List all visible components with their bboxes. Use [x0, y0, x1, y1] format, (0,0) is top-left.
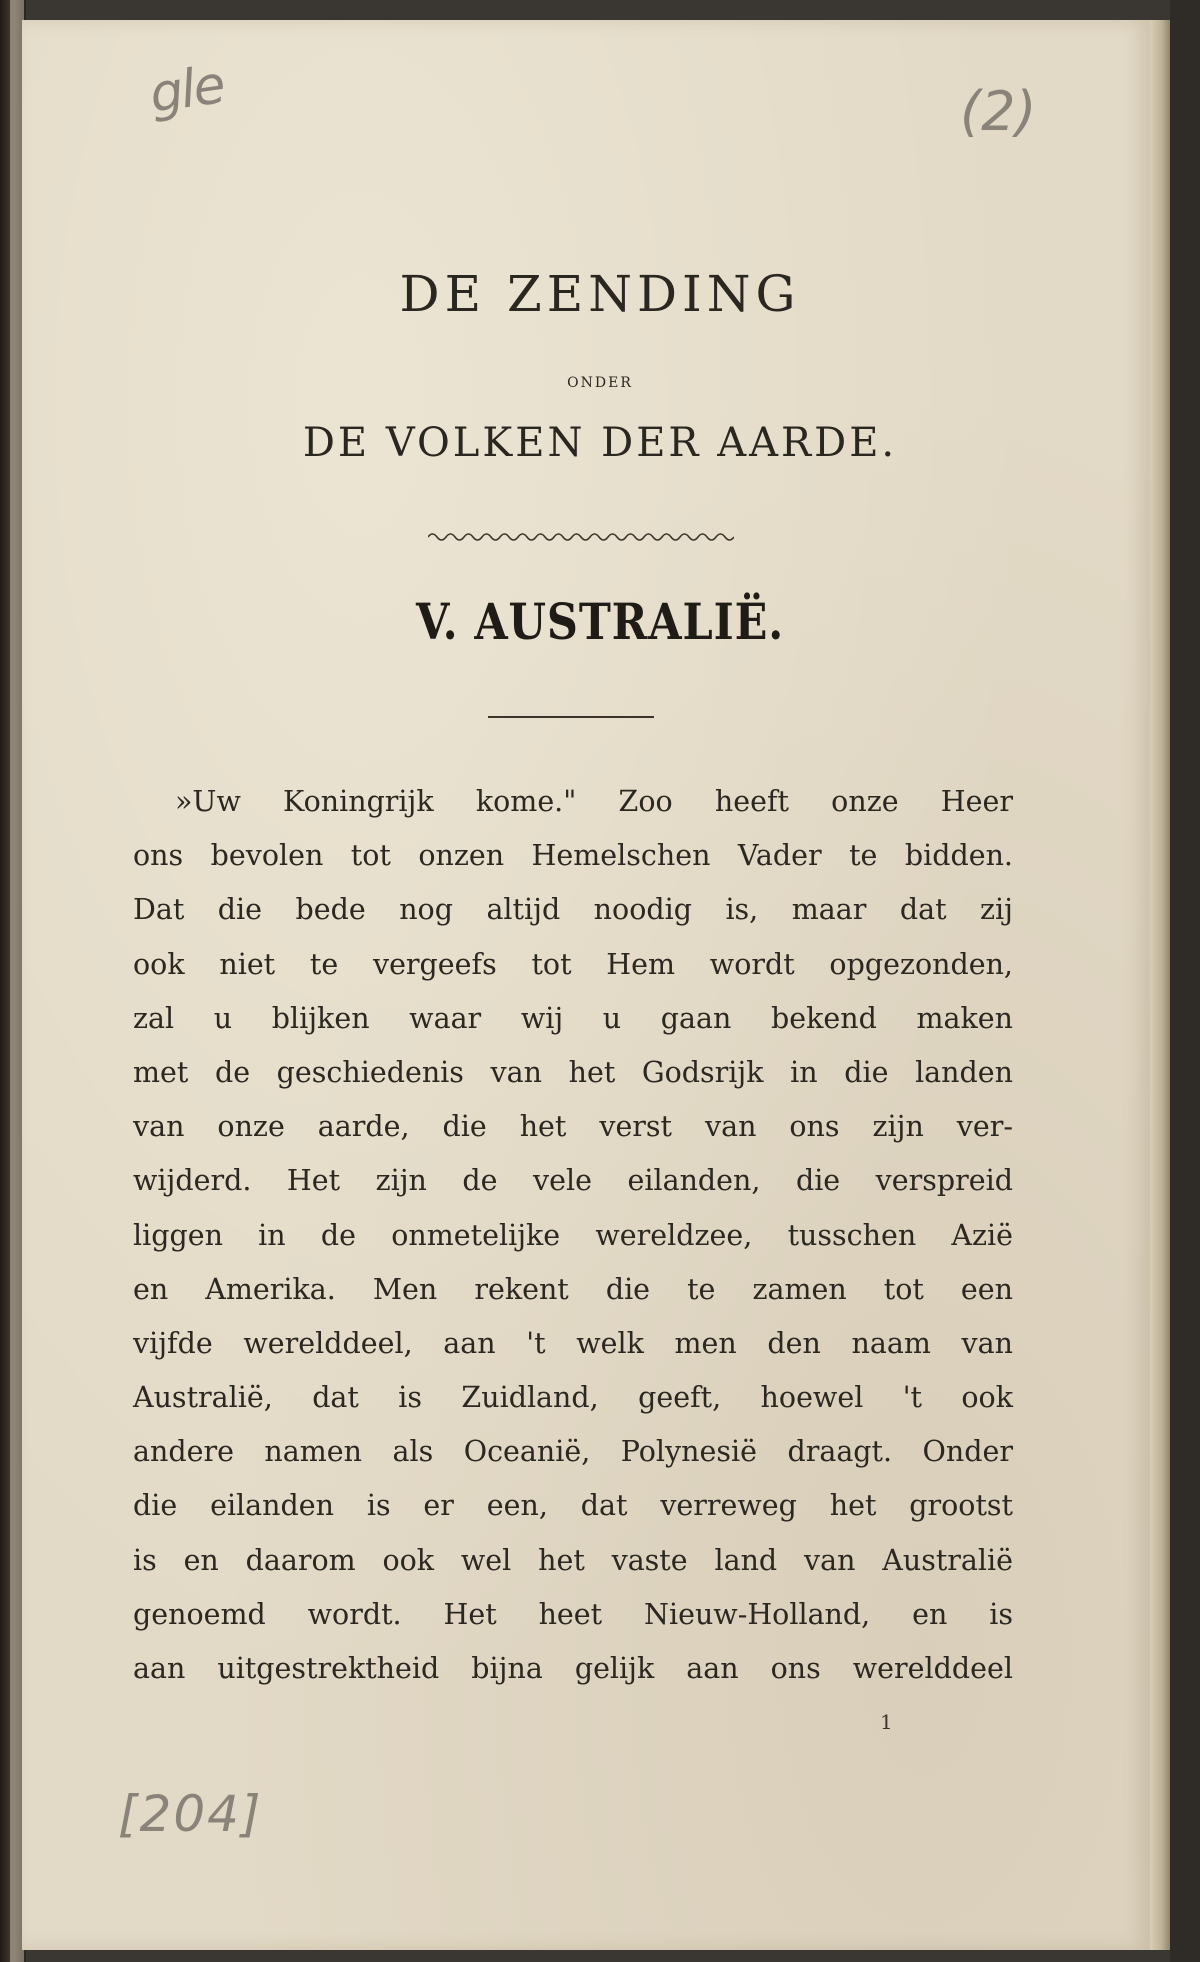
section-rule — [488, 716, 654, 718]
text-line: andere namen als Oceanië, Polynesië draagt. Onder — [133, 1435, 1013, 1469]
text-line: liggen in de onmetelijke wereldzee, tusschen Azië — [133, 1218, 1013, 1252]
text-line: en Amerika. Men rekent die te zamen tot een — [133, 1272, 1013, 1306]
signature-mark: 1 — [880, 1710, 893, 1734]
text-line: genoemd wordt. Het heet Nieuw-Holland, en is — [133, 1597, 1013, 1631]
text-line: Australië, dat is Zuidland, geeft, hoewel 't ook — [133, 1381, 1013, 1415]
text-line: aan uitgestrektheid bijna gelijk aan ons werelddeel — [133, 1652, 1013, 1685]
pencil-catalog-mark: [204] — [118, 1785, 263, 1843]
pencil-signature: gle — [146, 55, 228, 125]
title-connector: ONDER — [567, 375, 633, 391]
text-line: met de geschiedenis van het Godsrijk in die landen — [133, 1055, 1013, 1089]
page-title: DE ZENDING — [399, 265, 801, 323]
pencil-page-number: (2) — [960, 80, 1037, 143]
text-line: van onze aarde, die het verst van ons zijn ver- — [133, 1110, 1013, 1144]
text-line: is en daarom ook wel het vaste land van Australië — [133, 1543, 1013, 1577]
text-line: »Uw Koningrijk kome." Zoo heeft onze Heer — [175, 785, 1013, 818]
page-subtitle: DE VOLKEN DER AARDE. — [302, 420, 898, 466]
text-line: vijfde werelddeel, aan 't welk men den naam van — [133, 1326, 1013, 1360]
text-line: wijderd. Het zijn de vele eilanden, die verspreid — [133, 1164, 1013, 1198]
body-text — [133, 775, 1013, 1696]
wavy-ornament — [428, 530, 734, 544]
chapter-heading: V. AUSTRALIË. — [415, 592, 785, 651]
text-line: die eilanden is er een, dat verreweg het grootst — [133, 1489, 1013, 1523]
text-line: zal u blijken waar wij u gaan bekend maken — [133, 1001, 1013, 1035]
text-line: ons bevolen tot onzen Hemelschen Vader te bidden. — [133, 839, 1013, 873]
text-line: Dat die bede nog altijd noodig is, maar dat zij — [133, 893, 1013, 927]
text-line: ook niet te vergeefs tot Hem wordt opgezonden, — [133, 947, 1013, 981]
